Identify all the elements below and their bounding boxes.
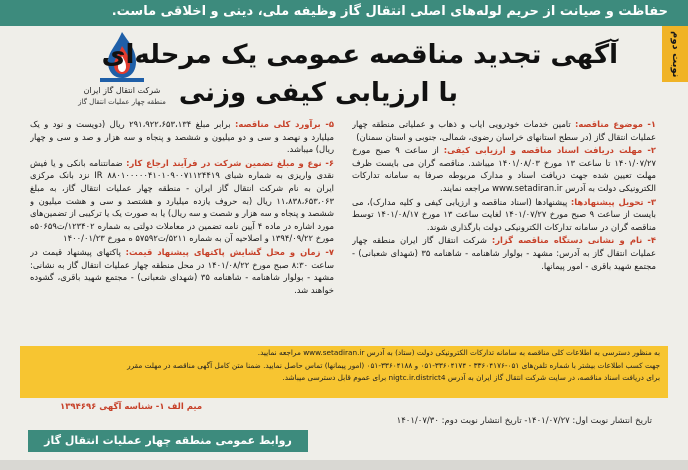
public-relations-band: روابط عمومی منطقه چهار عملیات انتقال گاز (28, 430, 308, 452)
item-text: تامین خدمات خودرویی ایاب و ذهاب و عملیاتی منطقه چهار عملیات انتقال گاز (در سطح استانهای خراسان رضوی، شمالی، جنوبی و استان سمنان) (352, 119, 656, 142)
item-text: پیشنهادها (اسناد مناقصه و ارزیابی کیفی و کلیه مدارک)، می بایست از ساعت ۹ صبح مورخ ۱۴۰۱/۰۷/۲۷ لغایت ساعت ۱۳ مورخ ۱۴۰۱/۰۸/۱۷ توسط مناقصه گران در سامانه تدارکات الکترونیکی دولت بارگذاری شوند. (352, 196, 656, 232)
header-banner (0, 0, 688, 26)
item-text: از ساعت ۹ صبح مورخ ۱۴۰۱/۰۷/۲۷ تا ساعت ۱۳ مورخ ۱۴۰۱/۰۸/۰۳ میباشد. مناقصه گران می بایست ظرف مهلت تعیین شده جهت دریافت اسناد و مدارک مربوطه صرفا به سامانه تدارکات الکترونیکی دولت به آدرس www.setadiran.ir مراجعه نمایند. (352, 145, 656, 193)
tender-item (30, 118, 334, 156)
notice-line: جهت کسب اطلاعات بیشتر با شماره تلفن‌های ۰۵۱-۳۳۶۰۴۱۷۶ - ۳۳۶۰۴۱۷۴-۰۵۱ و ۳۳۶۰۴۱۸۸-۰۵۱ (امور پیمانها) تماس حاصل نمایید. ضمنا متن کامل آگهی مناقصه در مهلت مقرر (127, 360, 660, 370)
item-text: شرکت انتقال گاز ایران منطقه چهار عملیات انتقال گاز به آدرس: مشهد - بولوار شاهنامه - شاهنامه ۳۵ (شهدای شعبانی) - مجتمع شهید باقری - امور پیمانها. (352, 235, 656, 271)
item-heading: ۵- برآورد کلی مناقصه: (235, 119, 334, 129)
tender-item (30, 157, 334, 245)
item-heading: ۳- تحویل پیشنهادها: (570, 196, 656, 207)
item-heading: ۴- نام و نشانی دستگاه مناقصه گزار: (491, 235, 656, 246)
right-column (352, 118, 656, 344)
tender-body (26, 118, 662, 344)
item-heading: ۱- موضوع مناقصه: (574, 119, 656, 129)
logo-subtitle: منطقه چهار عملیات انتقال گاز (78, 98, 166, 106)
item-text: پاکتهای پیشنهاد قیمت در ساعت ۸:۳۰ صبح مورخ ۱۴۰۱/۰۸/۲۲ در محل منطقه چهار عملیات انتقال گاز به نشانی: مشهد - بولوار شاهنامه - شاهنامه ۳۵ (شهدای شعبانی) - مجتمع شهید باقری، گشوده خواهند شد. (30, 246, 334, 295)
main-title: آگهی تجدید مناقصه عمومی یک مرحله‌ای (101, 40, 618, 70)
item-text: ضمانتنامه بانکی و یا فیش نقدی واریزی به شماره شبای IR ۸۸۰۱۰۰۰۰۰۴۱۰۱۰۹۰۰۷۱۱۲۴۴۱۹ نزد بانک مرکزی ایران به نام شرکت انتقال گاز ایران - منطقه چهار عملیات انتقال گاز، به مبلغ ۱۱،۸۳۸،۶۵۳،۰۶۳ ریال (به حروف یازده میلیارد و هشتصد و سی و هشت میلیون و ششصد و پنجاه و سه هزار و شصت و سه ریال) یا به صورت یک یا ترکیبی از تضمین‌های مورد اشاره در ماده ۴ آیین نامه تضمین در معاملات دولتی به شماره ۱۲۳۴۰۲/ت۵۰۶۵۹ه مورخ ۱۳۹۴/۰۹/۲۲ و اصلاحیه آن به شماره ۵۲۱۱/ت۵۷۵۹۲ ه مورخ ۱۴۰۰/۰۱/۲۳ (30, 157, 334, 244)
footer-row (0, 400, 688, 434)
banner-text: حفاظت و صیانت از حریم لوله‌های اصلی انتقال گاز وظیفه ملی، دینی و اخلاقی ماست. (111, 4, 668, 19)
publish-dates: تاریخ انتشار نوبت اول: ۱۴۰۱/۰۷/۲۷- تاریخ انتشار نوبت دوم: ۱۴۰۱/۰۷/۳۰ (396, 416, 652, 426)
tender-item (352, 144, 656, 194)
tender-item (352, 234, 656, 272)
item-text: برابر مبلغ ۲۹۱،۹۲۲،۶۵۳،۱۳۴ ریال (دویست و نود و یک میلیارد و نهصد و سی و دو میلیون و ششصد و پنجاه و سه هزار و صد و سی و چهار ریال) میباشد. (30, 119, 334, 155)
item-heading: ۲- مهلت دریافت اسناد مناقصه و ارزیابی کیفی: (443, 145, 656, 156)
left-column (30, 118, 334, 344)
logo-name: شرکت انتقال گاز ایران (83, 86, 161, 95)
tender-item (352, 118, 656, 143)
tender-item (30, 246, 334, 296)
ad-code: میم الف ۱- شناسه آگهی ۱۳۹۴۶۹۶ (60, 402, 203, 412)
main-subtitle: با ارزیابی کیفی وزنی (178, 78, 458, 108)
tender-item (352, 196, 656, 234)
notice-box (20, 346, 668, 398)
notice-line: به منظور دسترسی به اطلاعات کلی مناقصه به سامانه تدارکات الکترونیکی دولت (ستاد) به آدرس www.setadiran.ir مراجعه نمایید. (257, 348, 660, 357)
item-heading: ۷- زمان و محل گشایش پاکتهای پیشنهاد قیمت: (125, 246, 334, 257)
turn-ribbon: نوبت دوم (662, 26, 688, 82)
bottom-strip (0, 460, 688, 470)
notice-line: برای دریافت اسناد مناقصه، در سایت شرکت انتقال گاز ایران به آدرس nigtc.ir.district4 برای عموم قابل دسترسی میباشد. (282, 373, 660, 382)
item-heading: ۶- نوع و مبلغ تضمین شرکت در فرآیند ارجاع کار: (126, 157, 334, 168)
